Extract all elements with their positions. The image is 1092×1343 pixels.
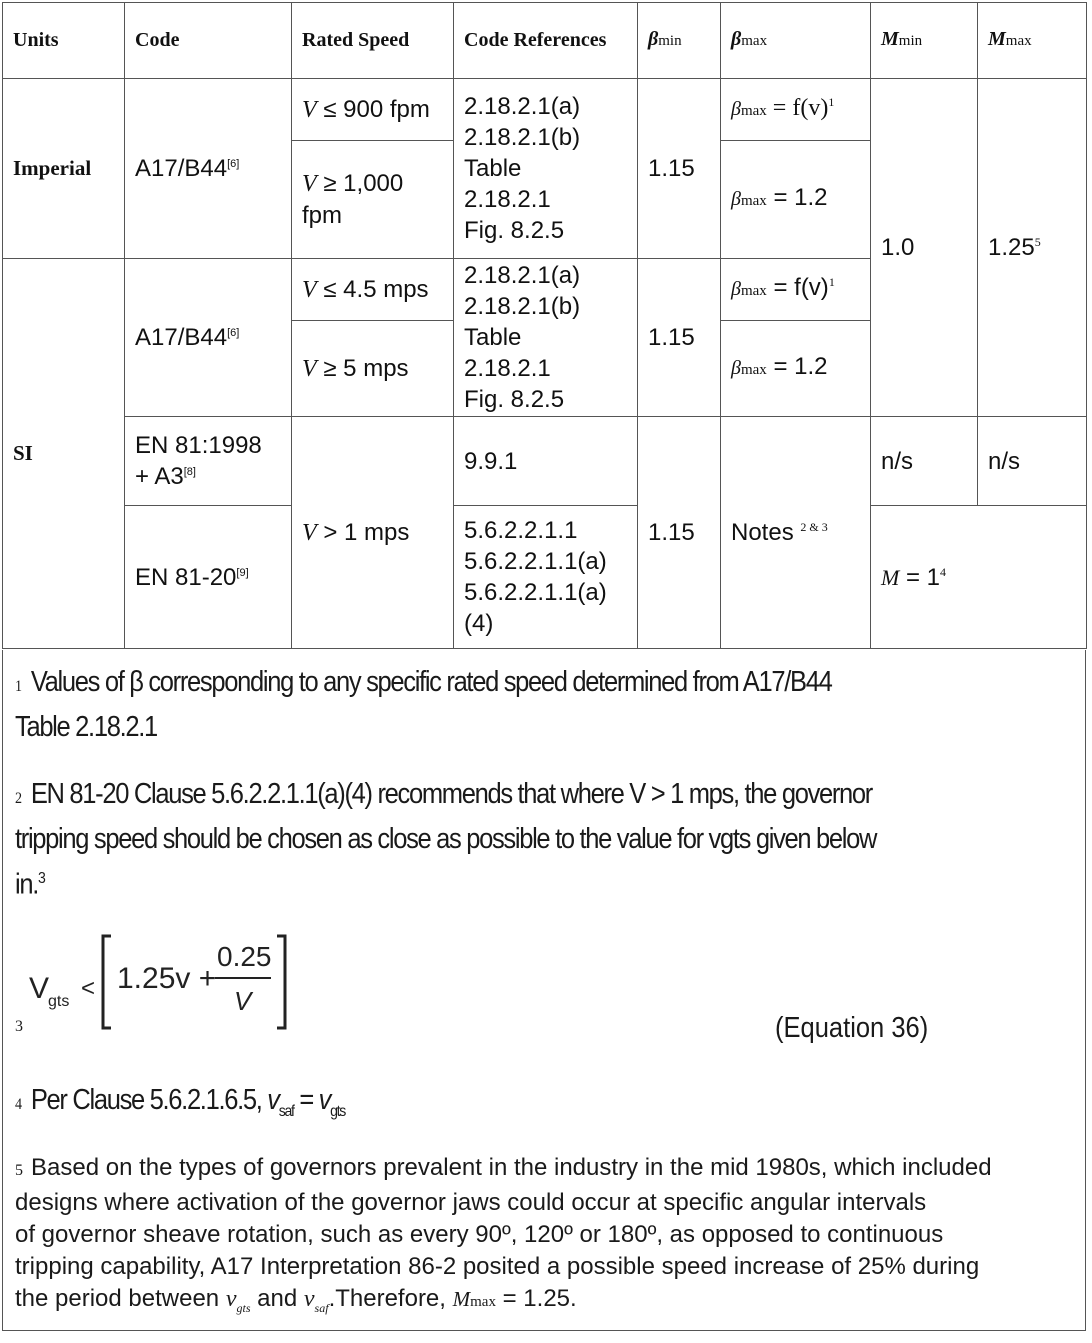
code-cell: A17/B44[6] [125,79,292,259]
code-comparison-table [2,2,1086,649]
equation-label: (Equation 36) [775,1012,929,1044]
code-cell: EN 81:1998 + A3[8] [125,417,292,506]
beta-max-cell: $\beta\max = f(v)^1$ [721,259,871,321]
col-units: Units [3,3,125,79]
speed-cell: V > 1 mps [292,417,454,649]
col-m-max: Mmax [978,3,1087,79]
footnote-3-number: 3 [15,1018,23,1035]
speed-cell: V ≥ 1,000 fpm [292,141,454,259]
header-row [3,3,1087,79]
refs-cell: 5.6.2.2.1.1 5.6.2.2.1.1(a) 5.6.2.2.1.1(a) (4) [454,506,638,649]
refs-cell: 2.18.2.1(a) 2.18.2.1(b) Table 2.18.2.1 Fig. 8.2.5 [454,79,638,259]
code-cell: EN 81-20[9] [125,506,292,649]
col-beta-min: βmin [638,3,721,79]
m-max-cell: n/s [978,417,1087,506]
speed-cell: V ≤ 4.5 mps [292,259,454,321]
code-cell: A17/B44[6] [125,259,292,417]
m-min-cell: n/s [871,417,978,506]
speed-cell: V ≥ 5 mps [292,321,454,417]
svg-text:V: V [29,972,50,1005]
beta-max-cell: Notes $^{2 \& 3}$ [721,417,871,649]
table-row [3,417,1087,506]
col-code-references: Code References [454,3,638,79]
footnotes [2,650,1086,1331]
beta-min-cell: 1.15 [638,259,721,417]
units-si: SI [3,259,125,649]
beta-max-cell: βmax = 1.2 [721,141,871,259]
speed-cell: V ≤ 900 fpm [292,79,454,141]
col-rated-speed: Rated Speed [292,3,454,79]
svg-text:<: < [81,975,96,1002]
table-row [3,506,1087,649]
svg-text:V: V [234,986,252,1016]
beta-min-cell: 1.15 [638,79,721,259]
equation-graphic [19,928,319,1038]
refs-cell: 2.18.2.1(a) 2.18.2.1(b) Table 2.18.2.1 Fig. 8.2.5 [454,259,638,417]
footnote-2: 2 EN 81-20 Clause 5.6.2.2.1.1(a)(4) recommends that where V > 1 mps, the governor tripping speed should be chosen as close as possible to the value for vgts given below in.$^3$ [15,778,877,901]
footnote-1: 1 Values of β corresponding to any specific rated speed determined from A17/B44 Table 2.18.2.1 [15,666,832,743]
equation-36 [19,928,319,1038]
svg-text:1.25v +: 1.25v + [117,962,217,995]
col-m-min: Mmin [871,3,978,79]
col-beta-max: βmax [721,3,871,79]
svg-text:gts: gts [48,993,70,1010]
units-imperial: Imperial [3,79,125,259]
beta-max-cell: $\beta\max = f(v)^1$ [721,79,871,141]
m-cell: $M = 1^4$ [871,506,1087,649]
footnote-5: 5 Based on the types of governors prevalent in the industry in the mid 1980s, which included designs where activation of the governor jaws could occur at specific angular intervals of governor sheave rotation, such as every 90º, 120º or 180º, as opposed to continuous tripping capability, A17 Interpretation 86-2 posited a possible speed increase of 25% during the period between $v_{gts}$ and $v_{saf}.Therefore$, Mmax = 1.25. [15,1154,992,1315]
col-code: Code [125,3,292,79]
m-max-cell: 1.25$^5$ [978,79,1087,417]
beta-min-cell: 1.15 [638,417,721,649]
beta-max-cell: βmax = 1.2 [721,321,871,417]
footnote-4: 4 Per Clause 5.6.2.1.6.5, $v_{saf} = v_{gts}$ [15,1084,345,1120]
svg-text:0.25: 0.25 [217,941,272,972]
m-min-cell: 1.0 [871,79,978,417]
table-row [3,79,1087,141]
refs-cell: 9.9.1 [454,417,638,506]
